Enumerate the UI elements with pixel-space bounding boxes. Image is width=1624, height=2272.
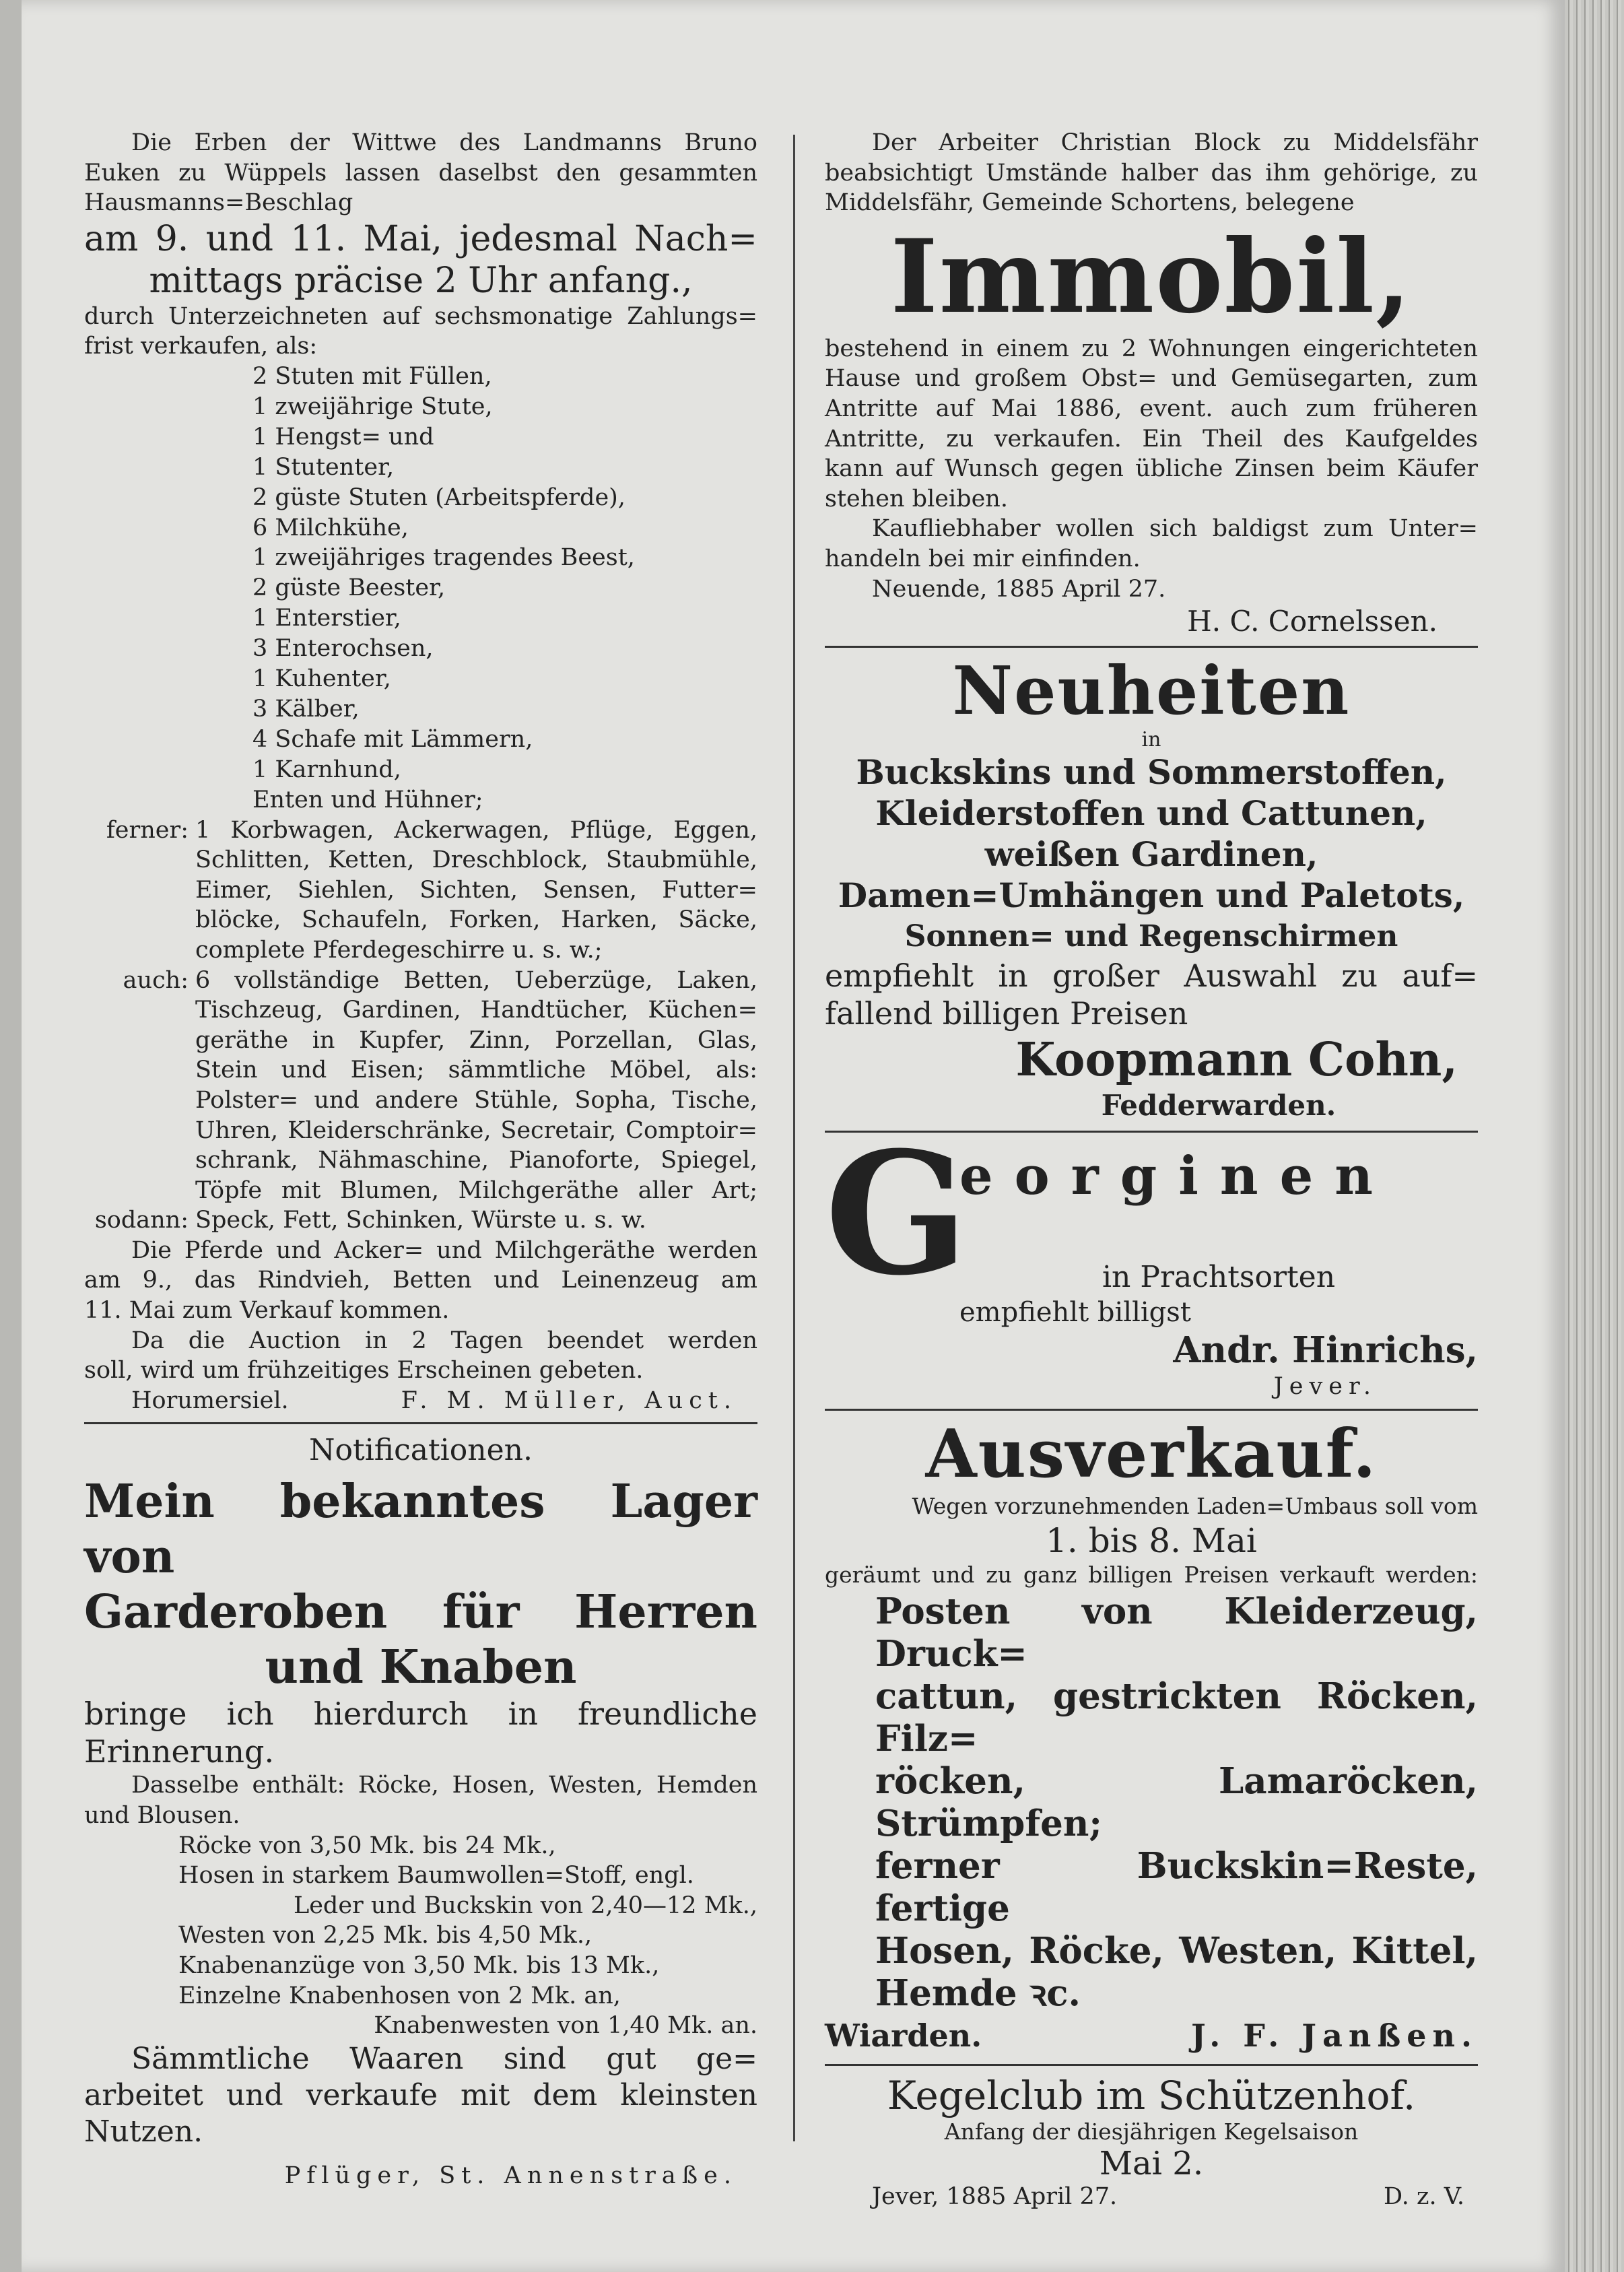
neuheiten-headline: Neuheiten: [952, 653, 1351, 731]
ausverkauf-intro2: geräumt und zu ganz billigen Preisen verkauft werden:: [825, 1562, 1478, 1589]
kegelclub-signature-row: [825, 2182, 1478, 2212]
auction-item: 1 Karnhund,: [252, 756, 401, 783]
neuheiten-line: Buckskins und Sommerstoffen,: [856, 752, 1447, 793]
auction-item: Enten und Hühner;: [252, 786, 483, 813]
auction-item-list: [252, 362, 757, 815]
auction-item: 1 zweijährige Stute,: [252, 393, 493, 420]
auction-item: 1 Stutenter,: [252, 453, 395, 481]
price-line: Leder und Buckskin von 2,40—12 Mk.,: [293, 1892, 757, 1919]
immobil-body-line: Antritte, zu verkaufen. Ein Theil des Kaufgeldes: [825, 425, 1478, 453]
ausverkauf-item-line: Hosen, Röcke, Westen, Kittel,: [875, 1929, 1478, 1972]
auction-closing-line: Da die Auction in 2 Tagen beendet werden: [131, 1327, 757, 1354]
notif-closing-line: Sämmtliche Waaren sind gut ge=: [131, 2041, 757, 2076]
immobil-intro-line: beabsichtigt Umstände halber das ihm gehörige, zu: [825, 159, 1478, 187]
auction-signature-row: [84, 1386, 757, 1416]
auction-signature: F. M. Müller, Auct.: [401, 1386, 737, 1414]
auction-terms-line: durch Unterzeichneten auf sechsmonatige Zahlungs=: [84, 302, 757, 330]
price-line: Röcke von 3,50 Mk. bis 24 Mk.,: [178, 1832, 556, 1859]
ferner-line: blöcke, Schaufeln, Forken, Harken, Säcke,: [195, 906, 757, 934]
auction-intro-line: Euken zu Wüppels lassen daselbst den gesammten: [84, 159, 757, 187]
neuheiten-signature: Koopmann Cohn,: [1015, 1033, 1458, 1088]
auction-item: 2 Stuten mit Füllen,: [252, 362, 492, 390]
price-line: Knabenwesten von 1,40 Mk. an.: [374, 2012, 757, 2040]
immobil-intro-line: Der Arbeiter Christian Block zu Middelsfähr: [872, 129, 1478, 156]
ferner-line: complete Pferdegeschirre u. s. w.;: [195, 936, 603, 964]
auch-line: Töpfe mit Blumen, Milchgeräthe aller Art;: [195, 1176, 757, 1204]
kegelclub-sub: Anfang der diesjährigen Kegelsaison: [944, 2118, 1359, 2145]
left-column: [84, 128, 757, 2189]
ausverkauf-item-line: Posten von Kleiderzeug, Druck=: [875, 1590, 1478, 1675]
right-column: [825, 128, 1478, 2210]
neuheiten-in: in: [1141, 728, 1161, 752]
ferner-label: ferner:: [106, 816, 189, 844]
kegelclub-headline: Kegelclub im Schützenhof.: [887, 2072, 1416, 2118]
kegelclub-date: Mai 2.: [1099, 2144, 1204, 2182]
auch-line: Stein und Eisen; sämmtliche Möbel, als:: [195, 1057, 757, 1084]
immobil-intro-line: Middelsfähr, Gemeinde Schortens, belegene: [825, 189, 1355, 217]
georginen-signature: Andr. Hinrichs,: [1173, 1329, 1478, 1372]
auction-closing-line: soll, wird um frühzeitiges Erscheinen gebeten.: [84, 1357, 644, 1384]
immobil-body-line: Hause und großem Obst= und Gemüsegarten, zum: [825, 365, 1478, 393]
neuheiten-place: Fedderwarden.: [1101, 1089, 1337, 1123]
notification-ad: [84, 1431, 757, 2191]
ausverkauf-item-line: cattun, gestrickten Röcken, Filz=: [875, 1675, 1478, 1760]
immobil-signature: H. C. Cornelssen.: [1187, 605, 1437, 638]
page-stack-edge: [1565, 0, 1624, 2272]
auch-line: Tischzeug, Gardinen, Handtücher, Küchen=: [195, 997, 757, 1024]
auch-label: auch:: [123, 966, 189, 994]
ferner-line: 1 Korbwagen, Ackerwagen, Pflüge, Eggen,: [195, 816, 757, 844]
notif-signature: Pflüger, St. Annenstraße.: [284, 2162, 737, 2189]
ferner-line: Schlitten, Ketten, Dreschblock, Staubmühle,: [195, 846, 757, 874]
ausverkauf-signature: J. F. Janßen.: [1191, 2017, 1478, 2054]
auction-item: 1 zweijähriges tragendes Beest,: [252, 544, 635, 572]
auction-sodann-block: [84, 1205, 757, 1236]
separator: [84, 1422, 757, 1424]
notif-headline-line: Garderoben für Herren: [84, 1585, 757, 1640]
georginen-recommend: empfiehlt billigst: [959, 1297, 1191, 1329]
notif-heading: Notificationen.: [309, 1433, 533, 1468]
auction-closing-line: Die Pferde und Acker= und Milchgeräthe werden: [131, 1236, 757, 1264]
auction-intro-line: Die Erben der Wittwe des Landmanns Bruno: [131, 129, 757, 156]
sodann-text: Speck, Fett, Schinken, Würste u. s. w.: [195, 1207, 646, 1234]
auch-line: 6 vollständige Betten, Ueberzüge, Laken,: [195, 966, 757, 994]
immobil-headline: Immobil,: [890, 217, 1413, 336]
auction-item: 2 güste Beester,: [252, 574, 446, 602]
auction-item: 4 Schafe mit Lämmern,: [252, 725, 533, 753]
auction-auch-block: [84, 966, 757, 1206]
notif-price-list: [178, 1831, 757, 2041]
separator: [825, 1409, 1478, 1411]
auction-date-line: mittags präcise 2 Uhr anfang.,: [149, 260, 693, 301]
auction-intro-line: Hausmanns=Beschlag: [84, 189, 353, 217]
immobil-buyers-line: Kaufliebhaber wollen sich baldigst zum Unter=: [872, 515, 1478, 543]
notif-body-line: Erinnerung.: [84, 1733, 275, 1770]
notif-contents-line: und Blousen.: [84, 1802, 240, 1830]
auction-item: 3 Kälber,: [252, 695, 360, 723]
immobil-ad: [825, 128, 1478, 639]
separator: [825, 646, 1478, 648]
auction-item: 3 Enterochsen,: [252, 635, 434, 663]
neuheiten-line: weißen Gardinen,: [984, 834, 1318, 875]
ausverkauf-intro: Wegen vorzunehmenden Laden=Umbaus soll vom: [912, 1492, 1478, 1519]
neuheiten-recommend: empfiehlt in großer Auswahl zu auf=: [825, 958, 1478, 995]
immobil-buyers-line: handeln bei mir einfinden.: [825, 545, 1141, 572]
georginen-word: eorginen: [959, 1145, 1394, 1207]
auction-closing-line: am 9., das Rindvieh, Betten und Leinenzeug am: [84, 1267, 757, 1294]
auction-terms-line: frist verkaufen, als:: [84, 333, 318, 360]
auction-date-line: am 9. und 11. Mai, jedesmal Nach=: [84, 218, 757, 259]
auction-item: 1 Enterstier,: [252, 605, 401, 632]
auction-item: 1 Hengst= und: [252, 423, 434, 450]
auction-ferner-block: [84, 815, 757, 966]
auch-line: geräthe in Kupfer, Zinn, Porzellan, Glas,: [195, 1026, 757, 1054]
column-divider: [793, 135, 795, 2141]
ausverkauf-headline: Ausverkauf.: [925, 1415, 1378, 1493]
ausverkauf-item-line: Hemde ꝛc.: [875, 1972, 1081, 2014]
kegelclub-signature: D. z. V.: [1383, 2182, 1464, 2210]
immobil-date: Neuende, 1885 April 27.: [872, 575, 1166, 603]
ausverkauf-item-line: röcken, Lamaröcken, Strümpfen;: [875, 1760, 1478, 1844]
immobil-body-line: kann auf Wunsch gegen übliche Zinsen beim Käufer: [825, 455, 1478, 483]
notif-closing-line: Nutzen.: [84, 2114, 203, 2149]
georginen-sub: in Prachtsorten: [1102, 1260, 1336, 1295]
price-line: Westen von 2,25 Mk. bis 4,50 Mk.,: [178, 1922, 593, 1949]
ausverkauf-place: Wiarden.: [825, 2017, 982, 2054]
kegelclub-ad: [825, 2073, 1478, 2212]
notif-body-line: bringe ich hierdurch in freundliche: [84, 1696, 757, 1733]
auction-item: 2 güste Stuten (Arbeitspferde),: [252, 483, 625, 511]
price-line: Knabenanzüge von 3,50 Mk. bis 13 Mk.,: [178, 1952, 660, 1979]
price-line: Einzelne Knabenhosen von 2 Mk. an,: [178, 1982, 621, 2009]
auction-item: 6 Milchkühe,: [252, 514, 409, 541]
georginen-initial: G: [825, 1114, 969, 1313]
notif-headline-line: und Knaben: [265, 1640, 577, 1695]
immobil-body-line: Antritte auf Mai 1886, event. auch zum früheren: [825, 395, 1478, 422]
separator: [825, 2064, 1478, 2066]
georginen-place: Jever.: [1273, 1373, 1377, 1401]
price-line: Hosen in starkem Baumwollen=Stoff, engl.: [178, 1862, 694, 1890]
notif-headline-line: Mein bekanntes Lager von: [84, 1475, 757, 1584]
neuheiten-line: Damen=Umhängen und Paletots,: [838, 875, 1465, 916]
ferner-line: Eimer, Siehlen, Sichten, Sensen, Futter=: [195, 876, 757, 904]
neuheiten-line: Sonnen= und Regenschirmen: [904, 919, 1398, 954]
auction-item: 1 Kuhenter,: [252, 665, 391, 693]
auch-line: schrank, Nähmaschine, Pianoforte, Spiegel,: [195, 1147, 757, 1174]
notif-closing-line: arbeitet und verkaufe mit dem kleinsten: [84, 2077, 757, 2112]
ausverkauf-item-list: [875, 1591, 1478, 2015]
auction-closing-line: 11. Mai zum Verkauf kommen.: [84, 1297, 450, 1325]
ausverkauf-item-line: ferner Buckskin=Reste, fertige: [875, 1844, 1478, 1929]
ausverkauf-signature-row: [825, 2015, 1478, 2057]
auch-line: Polster= und andere Stühle, Sopha, Tische,: [195, 1086, 757, 1114]
ausverkauf-dates: 1. bis 8. Mai: [1046, 1521, 1257, 1561]
auch-line: Uhren, Kleiderschränke, Secretair, Comptoir=: [195, 1116, 757, 1144]
immobil-body-line: stehen bleiben.: [825, 485, 1008, 512]
ausverkauf-ad: [825, 1417, 1478, 2057]
kegelclub-place: Jever, 1885 April 27.: [872, 2182, 1118, 2210]
neuheiten-line: Kleiderstoffen und Cattunen,: [875, 793, 1427, 834]
sodann-label: sodann:: [94, 1207, 189, 1234]
auction-notice: [84, 128, 757, 1415]
neuheiten-ad: [825, 655, 1478, 1124]
neuheiten-recommend: fallend billigen Preisen: [825, 995, 1188, 1032]
notif-contents-line: Dasselbe enthält: Röcke, Hosen, Westen, Hemden: [131, 1772, 757, 1799]
immobil-body-line: bestehend in einem zu 2 Wohnungen eingerichteten: [825, 335, 1478, 362]
auction-place: Horumersiel.: [131, 1386, 289, 1414]
georginen-ad: [825, 1114, 1478, 1402]
